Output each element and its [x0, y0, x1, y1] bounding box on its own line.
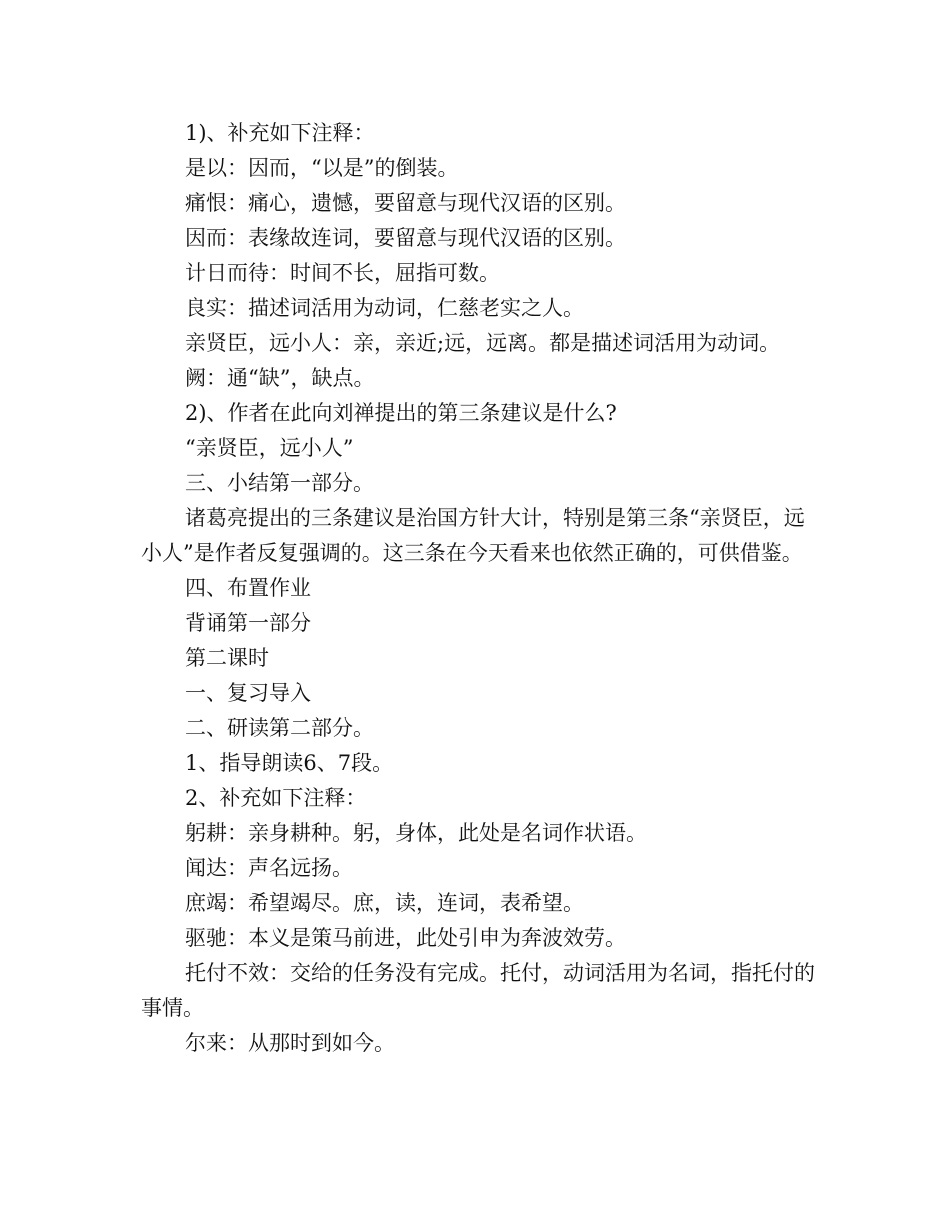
paragraph: 闻达：声名远扬。	[185, 856, 353, 880]
paragraph: 阙：通“缺”，缺点。	[185, 366, 375, 390]
paragraph: 尔来：从那时到如今。	[185, 1031, 395, 1055]
paragraph: 痛恨：痛心，遗憾，要留意与现代汉语的区别。	[185, 191, 626, 215]
paragraph: 是以：因而，“以是”的倒装。	[185, 156, 459, 180]
paragraph: 驱驰：本义是策马前进，此处引申为奔波效劳。	[185, 926, 626, 950]
paragraph: 亲贤臣，远小人：亲，亲近;远，远离。都是描述词活用为动词。	[185, 331, 781, 355]
paragraph: 躬耕：亲身耕种。躬，身体，此处是名词作状语。	[185, 821, 647, 845]
paragraph: 诸葛亮提出的三条建议是治国方针大计，特别是第三条“亲贤臣，远小人”是作者反复强调的。这三条在今天看来也依然正确的，可供借鉴。	[141, 506, 805, 565]
document-body	[141, 116, 816, 1061]
paragraph: 1)、补充如下注释：	[185, 121, 375, 145]
paragraph: 托付不效：交给的任务没有完成。托付，动词活用为名词，指托付的事情。	[141, 961, 815, 1020]
section-heading: 一、复习导入	[185, 681, 311, 705]
paragraph: 良实：描述词活用为动词，仁慈老实之人。	[185, 296, 584, 320]
paragraph: 1、指导朗读6、7段。	[185, 751, 394, 775]
paragraph: 计日而待：时间不长，屈指可数。	[185, 261, 500, 285]
section-heading: 第二课时	[185, 646, 269, 670]
section-heading: 四、布置作业	[185, 576, 311, 600]
paragraph: 庶竭：希望竭尽。庶，读，连词，表希望。	[185, 891, 584, 915]
section-heading: 二、研读第二部分。	[185, 716, 374, 740]
paragraph: 背诵第一部分	[185, 611, 311, 635]
paragraph: 2、补充如下注释：	[185, 786, 367, 810]
paragraph: “亲贤臣，远小人”	[185, 436, 354, 460]
section-heading: 三、小结第一部分。	[185, 471, 374, 495]
paragraph: 2)、作者在此向刘禅提出的第三条建议是什么?	[185, 401, 617, 425]
paragraph: 因而：表缘故连词，要留意与现代汉语的区别。	[185, 226, 626, 250]
